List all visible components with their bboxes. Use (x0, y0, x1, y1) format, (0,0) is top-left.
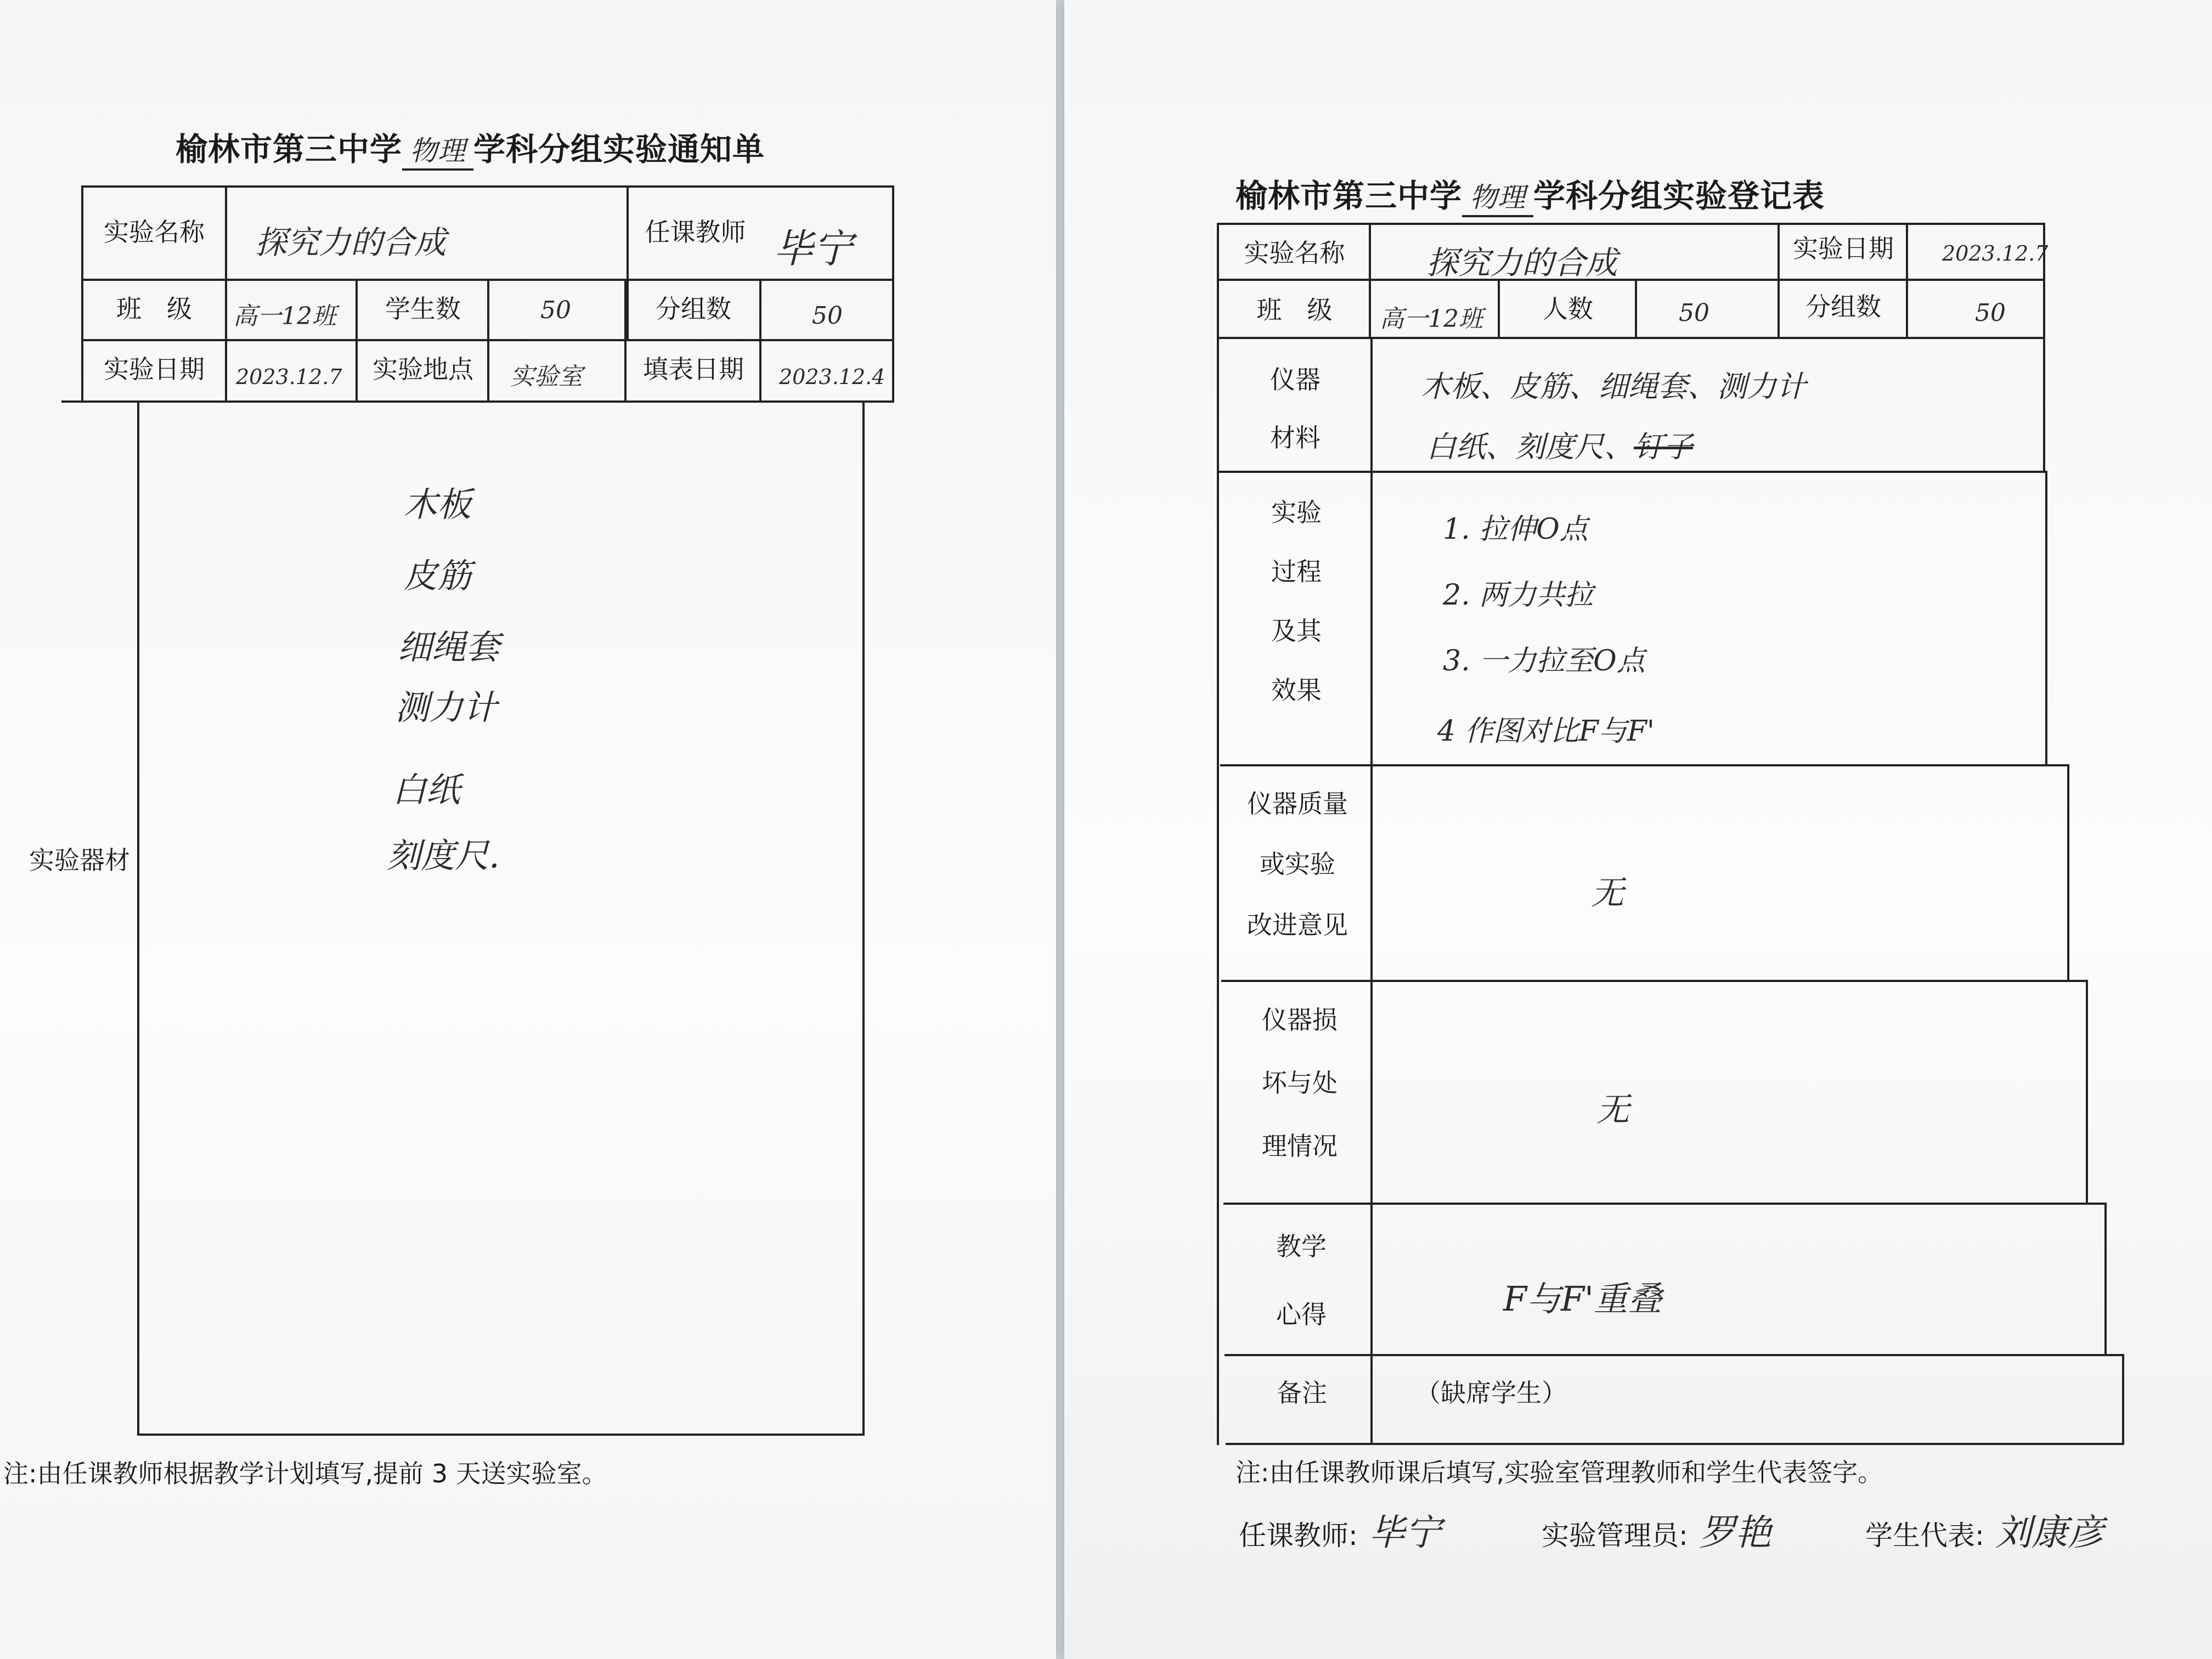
register-value-teaching: F与F'重叠 (1503, 1279, 1662, 1319)
register-label-groups: 分组数 (1805, 292, 1881, 321)
register-label-process-line: 实验 (1271, 498, 1322, 527)
notice-label-teacher: 任课教师 (645, 217, 746, 247)
notice-value-teacher: 毕宁 (774, 225, 853, 272)
register-sheet (1064, 0, 2212, 1659)
register-label-people: 人数 (1543, 294, 1593, 324)
register-process-step: 1. 拉伸O点 (1443, 513, 1588, 546)
notice-value-exp-date: 2023.12.7 (236, 365, 342, 389)
register-process-step: 3. 一力拉至O点 (1443, 645, 1645, 678)
register-signature-teacher-sign: 毕宁 (1368, 1511, 1441, 1554)
register-signature-student-label: 学生代表: (1865, 1520, 1984, 1551)
notice-value-location: 实验室 (510, 363, 583, 391)
register-value-exp-name: 探究力的合成 (1426, 244, 1618, 281)
register-title (1235, 170, 1825, 217)
register-signature-student (1865, 1503, 2104, 1555)
register-label-quality-line: 或实验 (1260, 849, 1335, 879)
register-instruments-text: 白纸、刻度尺、 (1426, 430, 1634, 464)
notice-equipment-item: 白纸 (392, 770, 461, 810)
notice-label-location: 实验地点 (373, 354, 473, 384)
notice-label-exp-name: 实验名称 (104, 217, 205, 247)
notice-title-suffix: 学科分组实验通知单 (473, 131, 765, 168)
register-label-exp-name: 实验名称 (1244, 238, 1345, 268)
register-label-class: 班 级 (1256, 295, 1333, 325)
register-label-damage-line: 坏与处 (1262, 1068, 1338, 1098)
register-label-instruments-line: 仪器 (1270, 365, 1321, 394)
notice-equipment-item: 细绳套 (398, 627, 500, 667)
register-signature-teacher-label: 任课教师: (1239, 1520, 1358, 1551)
register-value-class: 高一12班 (1380, 305, 1483, 333)
register-signature-admin (1542, 1503, 1771, 1555)
notice-equipment-item: 皮筋 (403, 556, 472, 596)
notice-equipment-item: 刻度尺. (387, 836, 500, 876)
register-label-process (1220, 483, 1373, 720)
notice-footnote: 注:由任课教师根据教学计划填写,提前 3 天送实验室。 (3, 1459, 607, 1488)
register-signature-admin-sign: 罗艳 (1699, 1511, 1771, 1554)
notice-equipment-item: 测力计 (395, 687, 498, 727)
register-process-step: 2. 两力共拉 (1443, 579, 1594, 612)
register-label-process-line: 及其 (1271, 616, 1322, 646)
notice-label-class: 班 级 (116, 294, 192, 324)
register-label-quality (1221, 774, 1374, 955)
register-label-remarks: 备注 (1277, 1378, 1327, 1408)
register-value-exp-date: 2023.12.7 (1942, 241, 2049, 266)
register-label-teaching-line: 心得 (1276, 1300, 1327, 1330)
register-title-suffix: 学科分组实验登记表 (1533, 177, 1825, 215)
register-instruments-struck: 钉子 (1634, 430, 1693, 464)
register-value-groups: 50 (1975, 299, 2006, 327)
register-process-step: 4 作图对比F与F' (1437, 715, 1655, 748)
register-label-instruments-line: 材料 (1270, 422, 1321, 453)
register-footnote: 注:由任课教师课后填写,实验室管理教师和学生代表签字。 (1235, 1458, 1883, 1487)
register-signature-student-sign: 刘康彦 (1995, 1511, 2104, 1554)
register-label-damage-line: 仪器损 (1262, 1005, 1338, 1035)
notice-label-exp-date: 实验日期 (104, 354, 205, 384)
register-signature-teacher (1239, 1503, 1441, 1555)
notice-label-fill-date: 填表日期 (643, 354, 744, 384)
notice-title (176, 123, 765, 171)
register-value-instruments-line2 (1426, 424, 1693, 466)
notice-title-subject: 物理 (402, 129, 473, 171)
notice-title-school: 榆林市第三中学 (176, 131, 403, 168)
notice-equipment-item: 木板 (403, 484, 472, 524)
notice-value-exp-name: 探究力的合成 (255, 224, 447, 261)
register-label-quality-line: 改进意见 (1247, 910, 1348, 940)
register-title-subject: 物理 (1462, 176, 1533, 217)
register-label-exp-date: 实验日期 (1793, 234, 1894, 263)
notice-value-fill-date: 2023.12.4 (779, 365, 885, 389)
register-value-quality: 无 (1591, 874, 1624, 912)
notice-value-students: 50 (540, 296, 571, 324)
register-value-people: 50 (1679, 299, 1709, 327)
register-title-school: 榆林市第三中学 (1235, 177, 1463, 215)
register-label-quality-line: 仪器质量 (1247, 789, 1348, 819)
register-value-instruments-line1: 木板、皮筋、细绳套、测力计 (1421, 369, 1806, 404)
notice-label-groups: 分组数 (656, 294, 731, 324)
register-value-remarks: （缺席学生） (1415, 1378, 1567, 1408)
register-label-instruments (1219, 351, 1372, 467)
notice-sheet (0, 0, 1056, 1659)
register-label-teaching (1224, 1212, 1378, 1348)
register-label-teaching-line: 教学 (1276, 1232, 1327, 1261)
notice-value-groups: 50 (812, 302, 843, 330)
register-label-damage (1223, 989, 1376, 1178)
register-label-process-line: 过程 (1271, 557, 1322, 587)
notice-label-equipment: 实验器材 (29, 845, 130, 875)
register-label-damage-line: 理情况 (1262, 1131, 1338, 1161)
register-signature-admin-label: 实验管理员: (1542, 1520, 1688, 1551)
notice-label-students: 学生数 (385, 294, 461, 324)
notice-value-class: 高一12班 (233, 302, 336, 330)
register-value-damage: 无 (1596, 1091, 1629, 1129)
register-label-process-line: 效果 (1271, 675, 1322, 706)
